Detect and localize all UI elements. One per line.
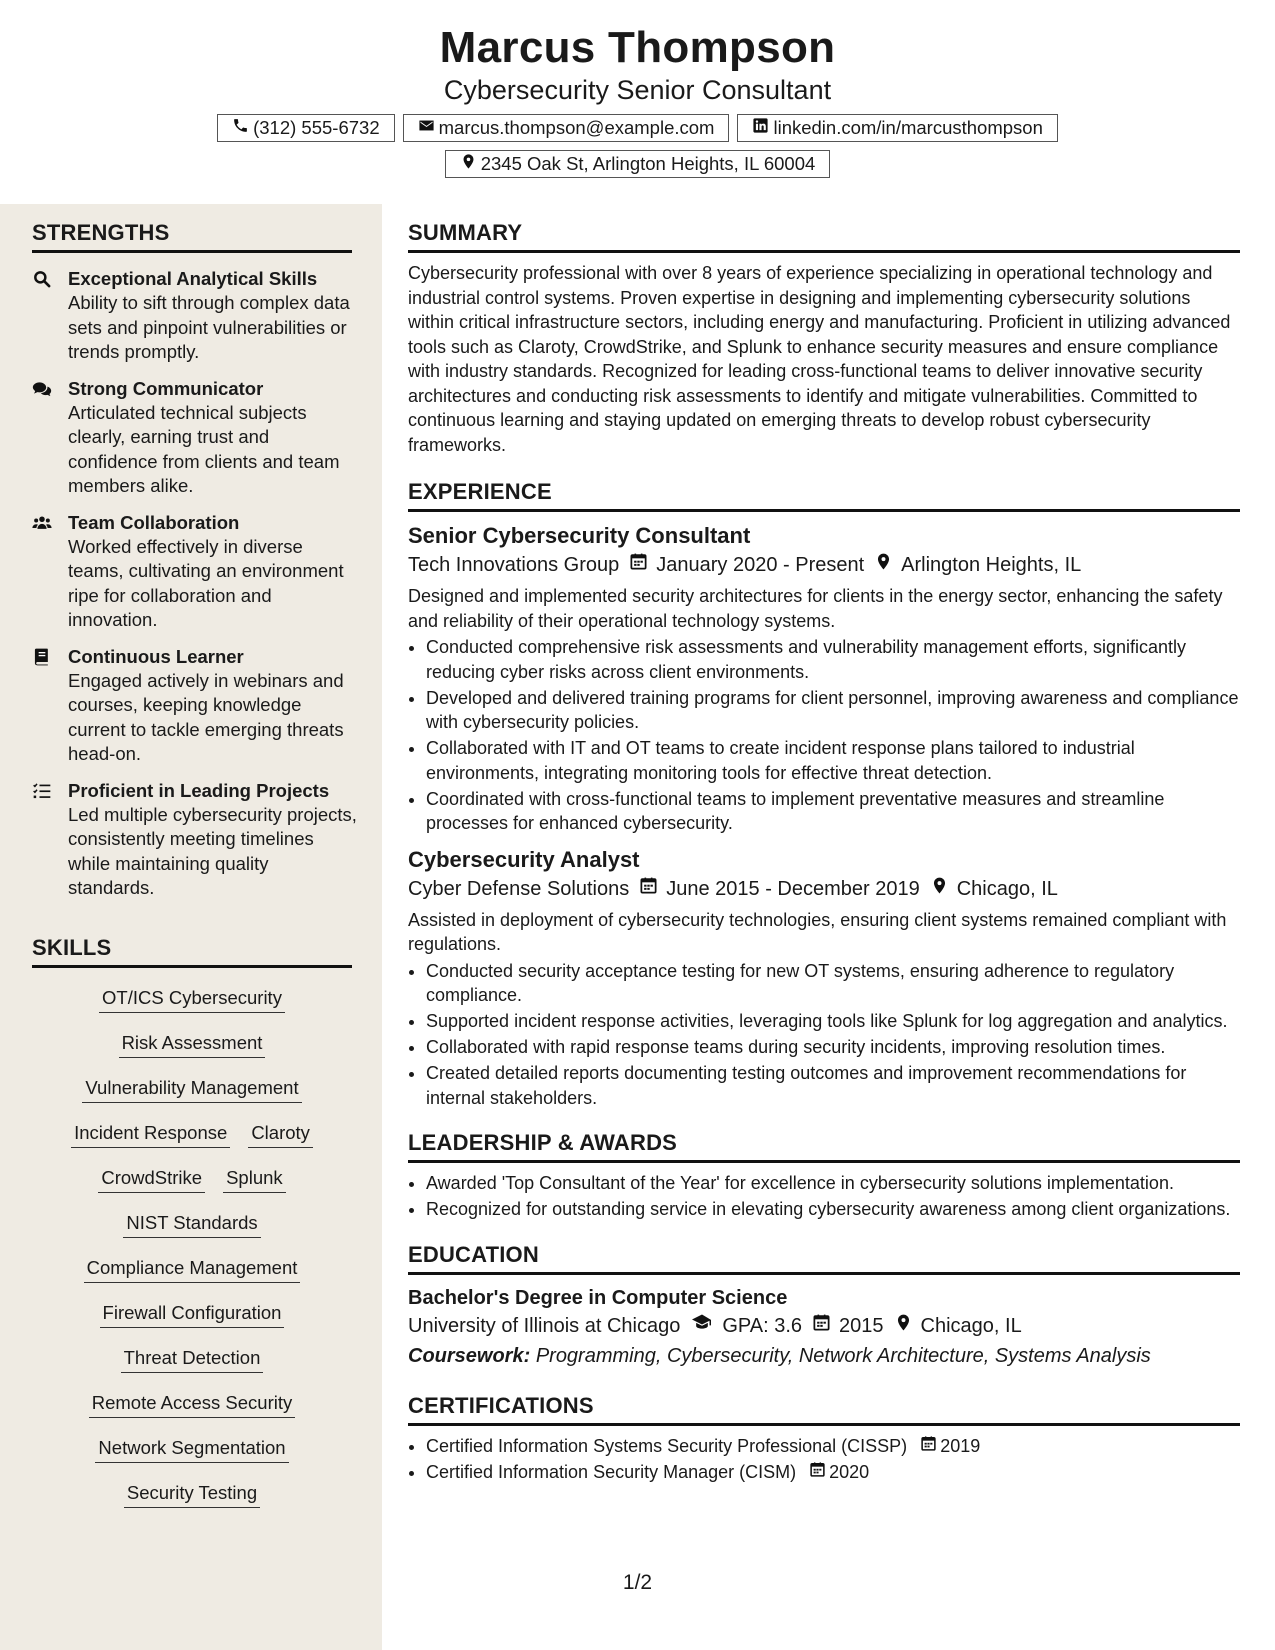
skill-tag: Network Segmentation [95, 1437, 288, 1463]
job-bullets [408, 959, 1240, 1111]
certification-year: 2020 [829, 1461, 870, 1482]
contact-row-1 [0, 114, 1275, 142]
skill-row [32, 1293, 352, 1338]
skill-row [32, 1338, 352, 1383]
job-bullet: • Coordinated with cross-functional teams to implement preventative measures and streamline processes for enhanced cybersecurity. [426, 787, 1240, 836]
skill-tag: Compliance Management [84, 1257, 301, 1283]
job-title: Senior Cybersecurity Consultant [408, 523, 751, 548]
certifications-list [408, 1434, 1240, 1485]
job-meta [408, 874, 1240, 904]
strength-title: Team Collaboration [68, 511, 240, 533]
skill-tag: Security Testing [124, 1482, 260, 1508]
skill-row [32, 978, 352, 1023]
strengths-heading: STRENGTHS [32, 204, 352, 253]
main-content [408, 204, 1240, 1486]
candidate-name: Marcus Thompson [439, 23, 836, 72]
map-pin-icon [460, 150, 477, 178]
job-bullet: • Supported incident response activities, leveraging tools like Splunk for log aggregation and analytics. [426, 1009, 1240, 1034]
job-bullet: • Conducted comprehensive risk assessments and vulnerability management efforts, significantly reducing cyber risks across client environments. [426, 635, 1240, 684]
calendar-icon [629, 550, 648, 580]
job-title: Cybersecurity Analyst [408, 846, 640, 872]
education-meta [408, 1311, 1240, 1341]
book-icon [32, 645, 56, 767]
strength-text: Articulated technical subjects clearly, earning trust and confidence from clients and team members alike. [68, 401, 340, 496]
summary-text: Cybersecurity professional with over 8 years of experience specializing in operational technology and industrial control systems. Proven expertise in designing and implementing cybersecurity solutions within critical infrastructure sectors, including energy and manufacturing. Proficient in utilizing advanced tools such as Claroty, CrowdStrike, and Splunk to enhance security measures and ensure compliance with industry standards. Recognized for leading cross-functional teams to deliver innovative security architectures and conducting risk assessments to identify and mitigate vulnerabilities. Committed to continuous learning and staying updated on emerging threats to develop robust cybersecurity frameworks. [408, 263, 1231, 455]
strengths-list [32, 267, 357, 901]
job-company: Cyber Defense Solutions [408, 877, 630, 900]
job-description: Assisted in deployment of cybersecurity technologies, ensuring client systems remained compliant with regulations. [408, 909, 1227, 954]
strength-text: Worked effectively in diverse teams, cultivating an environment ripe for collaboration and innovation. [68, 535, 344, 630]
search-icon [32, 267, 56, 365]
strength-item [32, 511, 357, 633]
experience-heading: EXPERIENCE [408, 463, 1240, 512]
coursework-text: Programming, Cybersecurity, Network Architecture, Systems Analysis [535, 1344, 1151, 1367]
strength-item [32, 377, 357, 499]
job-entry [408, 846, 1240, 1111]
certification-item [426, 1434, 1240, 1459]
job-bullet: • Created detailed reports documenting testing outcomes and improvement recommendations for internal stakeholders. [426, 1061, 1240, 1110]
strength-item [32, 779, 357, 901]
calendar-icon [920, 1434, 937, 1459]
contact-row-2 [0, 150, 1275, 178]
education-degree: Bachelor's Degree in Computer Science [408, 1286, 788, 1309]
skill-tag: Risk Assessment [119, 1032, 266, 1058]
skill-row [32, 1023, 352, 1068]
linkedin-text: linkedin.com/in/marcusthompson [773, 117, 1043, 138]
phone-icon [232, 114, 249, 142]
award-item: • Awarded 'Top Consultant of the Year' for excellence in cybersecurity solutions implementation. [426, 1171, 1240, 1196]
job-entry [408, 522, 1240, 836]
strength-text: Engaged actively in webinars and courses, keeping knowledge current to tackle emerging threats head-on. [68, 669, 344, 764]
job-company: Tech Innovations Group [408, 554, 620, 576]
strength-title: Continuous Learner [68, 645, 244, 667]
skill-tag: Splunk [223, 1167, 286, 1193]
address-contact [445, 150, 831, 178]
skill-row [32, 1113, 352, 1158]
calendar-icon [809, 1460, 826, 1485]
task-list-icon [32, 779, 56, 901]
skill-tag: NIST Standards [123, 1212, 260, 1238]
map-pin-icon [874, 550, 893, 580]
education-location: Chicago, IL [920, 1314, 1022, 1337]
coursework-label: Coursework: [408, 1344, 531, 1367]
map-pin-icon [930, 874, 949, 904]
job-dates: June 2015 - December 2019 [666, 877, 920, 900]
education-year: 2015 [839, 1314, 884, 1337]
job-location: Chicago, IL [956, 877, 1058, 900]
sidebar [0, 204, 382, 1650]
skill-row [32, 1068, 352, 1113]
skill-tag: OT/ICS Cybersecurity [99, 987, 285, 1013]
award-item: • Recognized for outstanding service in elevating cybersecurity awareness among client organizations. [426, 1197, 1240, 1222]
users-icon [32, 511, 56, 633]
certification-name: Certified Information Systems Security Professional (CISSP) [426, 1435, 908, 1456]
job-bullet: • Collaborated with IT and OT teams to create incident response plans tailored to industrial environments, integrating monitoring tools for effective threat detection. [426, 736, 1240, 785]
linkedin-contact[interactable] [737, 114, 1057, 142]
coursework [408, 1341, 1240, 1371]
job-bullets [408, 635, 1240, 836]
candidate-title: Cybersecurity Senior Consultant [443, 75, 832, 105]
job-meta [408, 550, 1240, 580]
calendar-icon [639, 874, 658, 904]
awards-list [408, 1171, 1240, 1222]
skills-heading: SKILLS [32, 919, 352, 968]
chat-bubbles-icon [32, 377, 56, 499]
education-heading: EDUCATION [408, 1226, 1240, 1275]
skill-row [32, 1383, 352, 1428]
strength-text: Led multiple cybersecurity projects, consistently meeting timelines while maintaining quality standards. [68, 803, 357, 898]
skill-tag: Incident Response [71, 1122, 230, 1148]
phone-contact [217, 114, 395, 142]
calendar-icon [812, 1311, 831, 1341]
strength-text: Ability to sift through complex data sets and pinpoint vulnerabilities or trends promptly. [68, 292, 350, 362]
skill-tag: Firewall Configuration [100, 1302, 285, 1328]
skill-tag: Vulnerability Management [82, 1077, 301, 1103]
phone-text: (312) 555-6732 [253, 117, 380, 138]
graduation-cap-icon [690, 1311, 714, 1341]
jobs-list [408, 522, 1240, 1110]
skills-list [32, 968, 352, 1518]
skill-row [32, 1248, 352, 1293]
strength-title: Proficient in Leading Projects [68, 779, 330, 801]
certification-name: Certified Information Security Manager (CISM) [426, 1461, 797, 1482]
summary-heading: SUMMARY [408, 204, 1240, 253]
address-text: 2345 Oak St, Arlington Heights, IL 60004 [480, 153, 816, 174]
linkedin-icon [752, 114, 769, 142]
strength-item [32, 267, 357, 365]
education-school: University of Illinois at Chicago [408, 1314, 681, 1337]
page-number: 1/2 [622, 1571, 653, 1594]
job-bullet: • Conducted security acceptance testing for new OT systems, ensuring adherence to regulatory compliance. [426, 959, 1240, 1008]
job-dates: January 2020 - Present [656, 554, 865, 576]
job-description: Designed and implemented security architectures for clients in the energy sector, enhancing the safety and reliability of their operational technology systems. [408, 586, 1223, 631]
education-gpa: GPA: 3.6 [722, 1314, 803, 1337]
email-text: marcus.thompson@example.com [438, 117, 715, 138]
envelope-icon [418, 114, 435, 142]
skill-tag: Remote Access Security [89, 1392, 296, 1418]
skill-row [32, 1473, 352, 1518]
skill-row [32, 1428, 352, 1473]
job-bullet: • Collaborated with rapid response teams during security incidents, improving resolution times. [426, 1035, 1240, 1060]
certifications-heading: CERTIFICATIONS [408, 1377, 1240, 1426]
skill-tag: Threat Detection [121, 1347, 264, 1373]
strength-title: Strong Communicator [68, 377, 264, 399]
skill-tag: CrowdStrike [98, 1167, 205, 1193]
email-contact[interactable] [403, 114, 730, 142]
skill-row [32, 1203, 352, 1248]
certification-item [426, 1460, 1240, 1485]
strength-title: Exceptional Analytical Skills [68, 268, 318, 289]
skill-row [32, 1158, 352, 1203]
certification-year: 2019 [940, 1435, 981, 1456]
resume-header [0, 0, 1275, 178]
job-bullet: • Developed and delivered training programs for client personnel, improving awareness and compliance with cybersecurity policies. [426, 686, 1240, 735]
map-pin-icon [894, 1311, 913, 1341]
job-location: Arlington Heights, IL [901, 554, 1082, 576]
strength-item [32, 645, 357, 767]
skill-tag: Claroty [248, 1122, 313, 1148]
awards-heading: LEADERSHIP & AWARDS [408, 1114, 1240, 1163]
